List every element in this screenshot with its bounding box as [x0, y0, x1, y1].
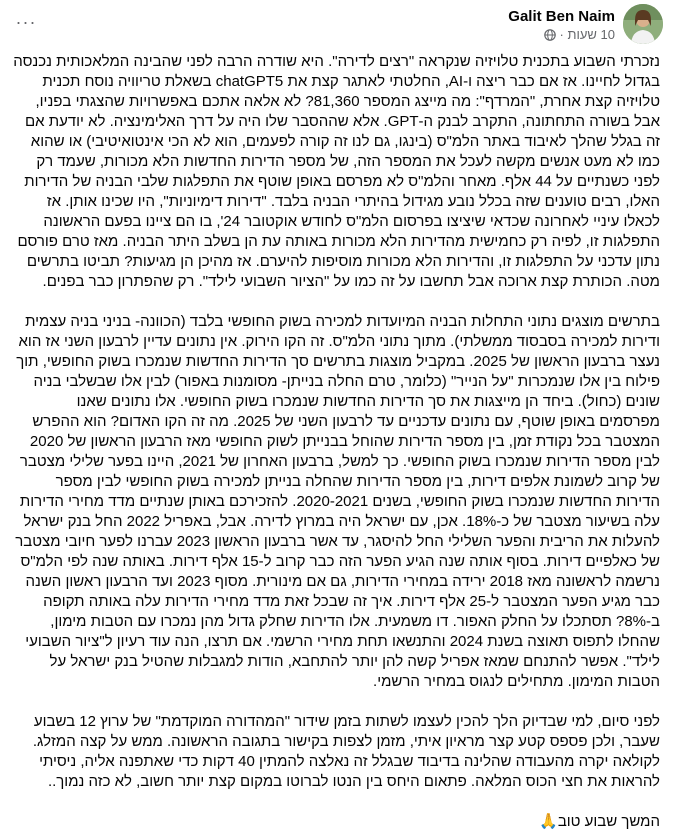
post-paragraph-1: נזכרתי השבוע בתכנית טלויזיה שנקראה "רצים לדירה". היא שודרה הרבה לפני שהבינה המלאכותית נכנסה בגדול לחיינו. אז אם כבר ריצה ו-AI, החלטתי לאתגר קצת את chatGPT5 בשאלת טריוויה נוסח תכנית טלויזיה קצת אחרת, "המרדף": מה מייצג המספר 81,360? לא אלאה אתכם באפשרויות שהצגתי בפניו, אבל בשורה התחתונה, התקרב לבנק ה-GPT. אלא שההסבר שלו היה על דרך האלימינציה. לא יודעת אם זה בגלל שהלך לאיבוד באתר הלמ"ס (בינגו, גם לנו זה קורה לפעמים, הוא לא הכי אינטואיטיבי) או שהוא כמו לא מעט אנשים מקשה לעכל את המספר הזה, של מספר הדירות החדשות הלא מכורות, שעמד רק לפני כשנתיים על 44 אלף. מאחר והלמ"ס לא מפרסם באופן שוטף את התפלגות שלבי הבניה של הדירות האלו, רבים טוענים שזה בכלל נובע מגידול בהיתרי הבניה בלבד. "דירות דימיוניות", היו שכינו אותן. אז לכאלו עיניי לאחרונה שכדאי שיציצו בפרסום הלמ"ס לחודש אוקטובר 24', בו הם ציינו בפעם הראשונה התפלגות זו, לפיה רק כחמישית מהדירות הלא מכורות באותה עת הן בשלב היתר הבניה. מאז טרם פורסם נתון עדכני על התפלגות זו, והדירות הלא מכורות מוסיפות להיערם. אז מהיכן הן מגיעות? תביטו בתרשים מטה. הכותרת קצת ארוכה אבל תחשבו על זה כמו על "הציור השבועי לילד". רק שהפתרון כבר בפנים.	[13, 53, 660, 290]
more-options-icon[interactable]: ···	[15, 11, 37, 32]
author-block	[508, 7, 615, 46]
globe-icon	[544, 28, 556, 46]
avatar[interactable]	[623, 4, 663, 44]
post-meta	[508, 26, 615, 46]
post-paragraph-4: המשך שבוע טוב🙏	[539, 813, 660, 830]
post-paragraph-2: בתרשים מוצגים נתוני התחלות הבניה המיועדות למכירה בשוק החופשי בלבד (הכוונה- בניני בניה עצמית ודירות למכירה בסבסוד ממשלתי). מתוך נתוני הלמ"ס. זה הקו הירוק. אין נתונים עדיין לרבעון השני אז הוא נעצר ברבעון הראשון של 2025. במקביל מוצגות בתרשים סך הדירות החדשות שנמכרו בשוק החופשי, תוך פילוח בין אלו שנמכרות "על הנייר" (כלומר, טרם החלה בנייתן- מסומנות באפור) לבין אלו שבשלבי בניה שונים (כחול). ביחד הן מייצגות את סך הדירות החדשות שנמכרו בשוק החופשי. אלו נתונים שאנו מפרסמים באופן שוטף, עם נתונים עדכניים עד לרבעון השני של 2025. מה זה הקו האדום? הוא ההפרש המצטבר בכל נקודת זמן, בין מספר הדירות שהוחל בבנייתן לשוק החופשי מאז הרבעון הראשון של 2020 לבין מספר הדירות שנמכרו בשוק החופשי. כך למשל, ברבעון האחרון של 2021, היינו בפער שלילי מצטבר של קרוב לשמונת אלפים דירות, בין מספר הדירות שהחלה בנייתן למכירה בשוק החופשי לבין מספר הדירות החדשות שנמכרו בשוק החופשי, בשנים 2020-2021. להזכירכם באותן שנתיים מדד מחירי הדירות עלה בשיעור מצטבר של כ-18%. אכן, עם ישראל היה במרוץ לדירה. אבל, באפריל 2022 החל בנק ישראל להעלות את הריבית והפער השלילי החל להיסגר, עד אשר ברבעון הראשון 2023 עברנו לפער חיובי מצטבר של כאלפיים דירות. בסוף אותה שנה הגיע הפער הזה כבר קרוב ל-15 אלף דירות. באותה שנה לפי הלמ"ס נרשמה לראשונה מאז 2018 ירידה במחירי הדירות, גם אם מינורית. מסוף 2023 ועד הרבעון ראשון השנה כבר מגיע הפער המצטבר ל-25 אלף דירות. איך זה שבכל זאת מדד מחירי הדירות עלה באותה תקופה ב-8%? תסתכלו על החלק האפור. דו משמעית. אלו הדירות שחלק גדול מהן נמכרו עם הטבות מימון, שהחלו לתפוס תאוצה בשנת 2024 והתנשאו תחת מחירי הרשמי. אם תרצו, הנה עוד רעיון ל"ציור השבועי לילד". אפשר להתנחם שמאז אפריל קשה להן יותר להתחבא, הודות למגבלות שהטיל בנק ישראל על הטבות המימון. מתחילים לנגוס במחיר הרשמי.	[15, 313, 660, 690]
author-name[interactable]: Galit Ben Naim	[508, 8, 615, 25]
post-body	[12, 52, 660, 832]
post-time[interactable]: 10 שעות	[567, 27, 615, 42]
post-header	[0, 0, 675, 50]
post-paragraph-3: לפני סיום, למי שבדיוק הלך להכין לעצמו לשתות בזמן שידור "המהדורה המוקדמת" של ערוץ 12 בשבוע שעבר, ולכן פספס קטע קצר מראיון איתי, מזמן לצפות בקישור בתגובה הראשונה. ממש על קצה המזלג. לקולאה יקרה מהעבודה שהלינה בדיבוד שבגלל זה נאלצה להמתין 40 דקות כדי שאתפנה אליה, ניסיתי להראות את חצי הכוס המלאה. פתאום היחס בין הנטו לברוטו במקום קצת יותר חשוב, לא כזה נמוך..	[32, 713, 660, 790]
meta-separator: ·	[559, 27, 564, 42]
